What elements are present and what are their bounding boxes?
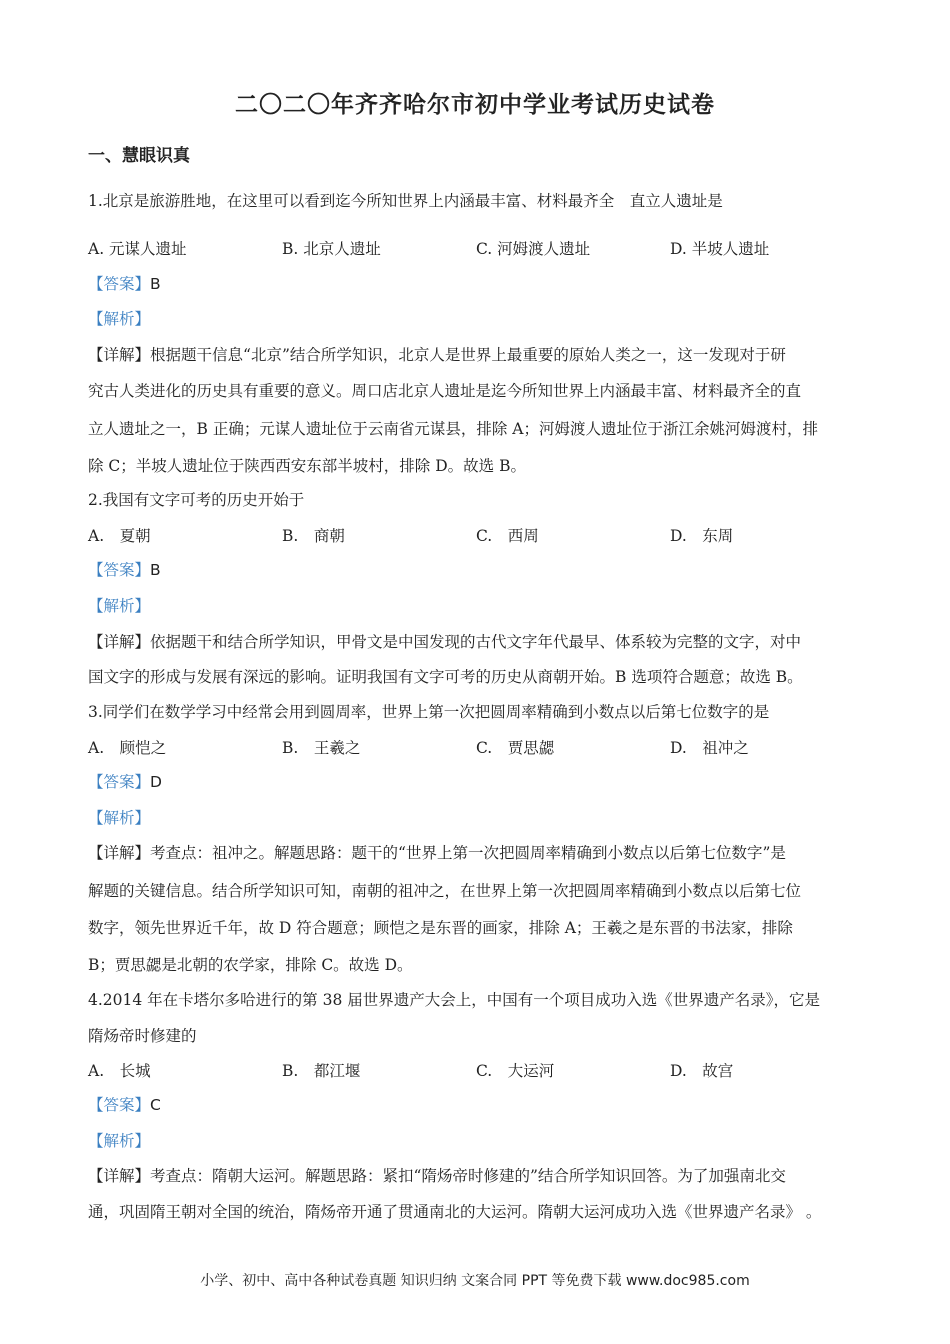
- q3-option-c: C. 贾思勰: [476, 739, 555, 757]
- q3-answer: [88, 770, 162, 792]
- q1-detail-line-3: 立人遗址之一，B 正确；元谋人遗址位于云南省元谋县，排除 A；河姆渡人遗址位于浙江余姚河姆渡村，排: [88, 420, 818, 438]
- detail-label: 【详解】: [88, 346, 151, 364]
- detail-text: 根据题干信息“北京”结合所学知识，北京人是世界上最重要的原始人类之一，这一发现对于研: [150, 346, 786, 364]
- q1-detail-line-1: [88, 343, 786, 365]
- q4-detail-line-2: 通，巩固隋王朝对全国的统治，隋炀帝开通了贯通南北的大运河。隋朝大运河成功入选《世界遗产名录》 。: [88, 1203, 822, 1221]
- q3-detail-line-2: 解题的关键信息。结合所学知识可知，南朝的祖冲之，在世界上第一次把圆周率精确到小数点以后第七位: [88, 882, 802, 900]
- q2-option-a: A. 夏朝: [88, 527, 151, 545]
- q3-option-b: B. 王羲之: [282, 739, 361, 757]
- detail-label: 【详解】: [88, 633, 151, 651]
- answer-label: 【答案】: [88, 561, 151, 579]
- q3-detail-line-3: 数字，领先世界近千年，故 D 符合题意；顾恺之是东晋的画家，排除 A；王羲之是东晋的书法家，排除: [88, 919, 793, 937]
- answer-label: 【答案】: [88, 275, 151, 293]
- q1-option-d: D. 半坡人遗址: [670, 240, 770, 258]
- question-4-stem-line-1: 4.2014 年在卡塔尔多哈进行的第 38 届世界遗产大会上，中国有一个项目成功入选《世界遗产名录》，它是: [88, 991, 820, 1009]
- q1-analysis-label: 【解析】: [88, 310, 151, 328]
- answer-value: B: [150, 275, 161, 293]
- detail-text: 考查点：祖冲之。解题思路：题干的“世界上第一次把圆周率精确到小数点以后第七位数字”是: [150, 844, 786, 862]
- q2-option-c: C. 西周: [476, 527, 539, 545]
- page-footer: 小学、初中、高中各种试卷真题 知识归纳 文案合同 PPT 等免费下载 www.doc985.com: [200, 1273, 750, 1289]
- q1-detail-line-2: 究古人类进化的历史具有重要的意义。周口店北京人遗址是迄今所知世界上内涵最丰富、材料最齐全的直: [88, 382, 802, 400]
- q1-option-c: C. 河姆渡人遗址: [476, 240, 591, 258]
- q4-option-b: B. 都江堰: [282, 1062, 361, 1080]
- q3-detail-line-1: [88, 841, 786, 863]
- answer-label: 【答案】: [88, 773, 151, 791]
- answer-value: D: [150, 773, 162, 791]
- q2-detail-line-1: [88, 630, 801, 652]
- q2-analysis-label: 【解析】: [88, 597, 151, 615]
- q1-option-a: A. 元谋人遗址: [88, 240, 187, 258]
- section-heading: 一、慧眼识真: [88, 146, 190, 166]
- q1-option-b: B. 北京人遗址: [282, 240, 381, 258]
- q2-answer: [88, 558, 161, 580]
- q3-analysis-label: 【解析】: [88, 809, 151, 827]
- detail-text: 考查点：隋朝大运河。解题思路：紧扣“隋炀帝时修建的”结合所学知识回答。为了加强南北交: [150, 1167, 786, 1185]
- q2-detail-line-2: 国文字的形成与发展有深远的影响。证明我国有文字可考的历史从商朝开始。B 选项符合题意；故选 B。: [88, 668, 803, 686]
- q3-option-d: D. 祖冲之: [670, 739, 749, 757]
- q2-option-d: D. 东周: [670, 527, 734, 545]
- question-2-stem: 2.我国有文字可考的历史开始于: [88, 491, 305, 509]
- q3-detail-line-4: B；贾思勰是北朝的农学家，排除 C。故选 D。: [88, 956, 413, 974]
- q4-option-c: C. 大运河: [476, 1062, 555, 1080]
- q4-analysis-label: 【解析】: [88, 1132, 151, 1150]
- q4-option-d: D. 故宫: [670, 1062, 734, 1080]
- q1-answer: [88, 272, 161, 294]
- q4-option-a: A. 长城: [88, 1062, 151, 1080]
- question-4-stem-line-2: 隋炀帝时修建的: [88, 1027, 197, 1045]
- answer-label: 【答案】: [88, 1096, 151, 1114]
- detail-text: 依据题干和结合所学知识，甲骨文是中国发现的古代文字年代最早、体系较为完整的文字，对中: [150, 633, 802, 651]
- answer-value: B: [150, 561, 161, 579]
- question-1-stem: 1.北京是旅游胜地，在这里可以看到迄今所知世界上内涵最丰富、材料最齐全 直立人遗址是: [88, 192, 723, 210]
- q1-detail-line-4: 除 C；半坡人遗址位于陕西西安东部半坡村，排除 D。故选 B。: [88, 457, 526, 475]
- detail-label: 【详解】: [88, 844, 151, 862]
- q2-option-b: B. 商朝: [282, 527, 345, 545]
- question-3-stem: 3.同学们在数学学习中经常会用到圆周率，世界上第一次把圆周率精确到小数点以后第七位数字的是: [88, 703, 770, 721]
- detail-label: 【详解】: [88, 1167, 151, 1185]
- answer-value: C: [150, 1096, 161, 1114]
- q4-detail-line-1: [88, 1164, 786, 1186]
- q4-answer: [88, 1093, 161, 1115]
- q3-option-a: A. 顾恺之: [88, 739, 167, 757]
- page-title: 二〇二〇年齐齐哈尔市初中学业考试历史试卷: [235, 92, 715, 118]
